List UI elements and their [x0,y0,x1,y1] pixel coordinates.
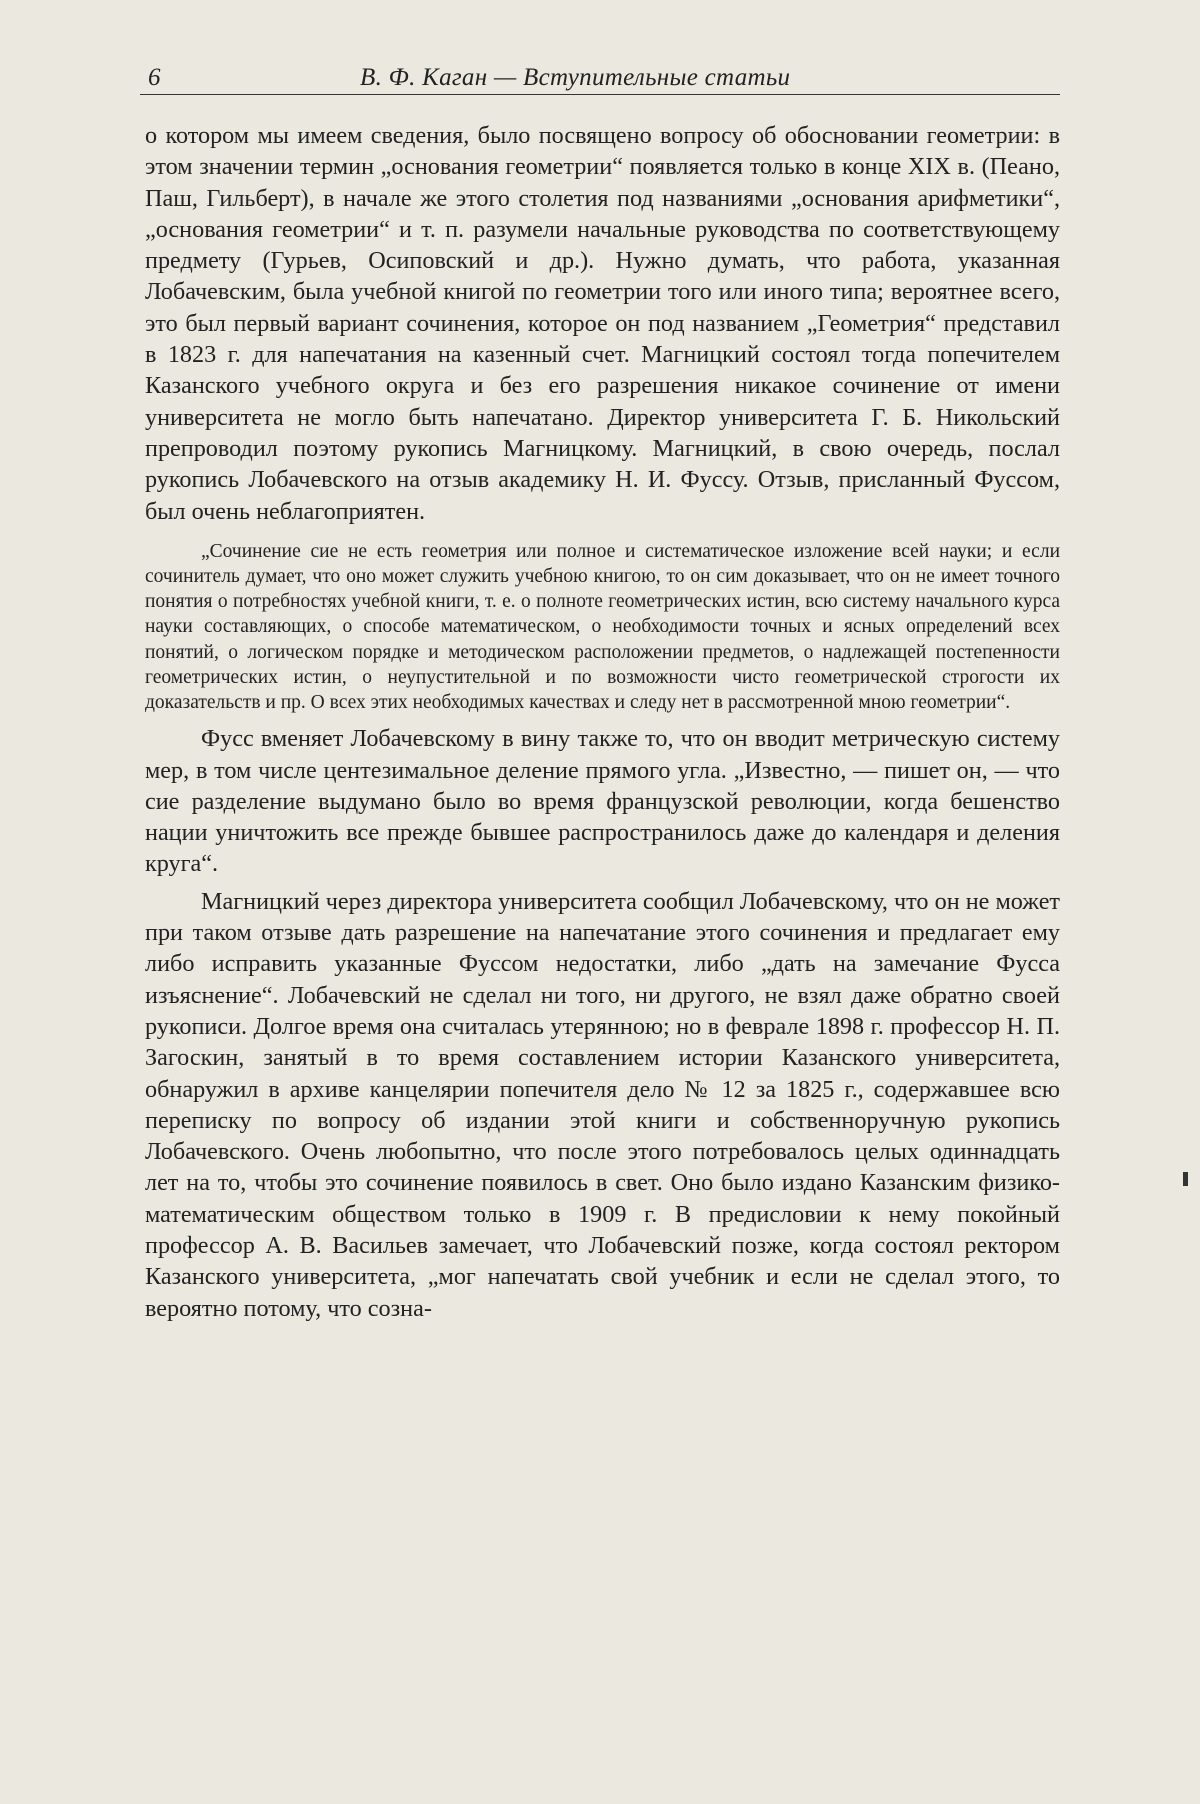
page-header [140,62,1060,95]
block-quote: „Сочинение сие не есть геометрия или полное и систематическое изложение всей науки; и если сочинитель думает, что оно может служить учебною книгою, то он сим доказывает, что он не имеет точного понятия о потребностях учебной книги, т. е. о полноте геометрических истин, всю систему начального курса науки составляющих, о способе математическом, о необходимости точных и ясных определений всех понятий, о логическом порядке и методическом расположении предметов, о надлежащей постепенности геометрических истин, о неупустительной и по возможности чисто геометрической строгости их доказательств и пр. О всех этих необходимых качествах и следу нет в рассмотренной мною геометрии“. [145,540,1060,714]
running-title: В. Ф. Каган — Вступительные статьи [360,64,791,91]
paragraph-2: Фусс вменяет Лобачевскому в вину также то, что он вводит метрическую систему мер, в том числе центезимальное деление прямого угла. „Известно, — пишет он, — что сие разделение выдумано было во время французской революции, когда бешенство нации уничтожить все прежде бывшее распространилось даже до календаря и деления круга“. [145,725,1060,878]
margin-mark [1183,1172,1188,1186]
paragraph-3: Магницкий через директора университета сообщил Лобачевскому, что он не может при таком отзыве дать разрешение на напечатание этого сочинения и предлагает ему либо исправить указанные Фуссом недостатки, либо „дать на замечание Фусса изъяснение“. Лобачевский не сделал ни того, ни другого, не взял даже обратно своей рукописи. Долгое время она считалась утерянною; но в феврале 1898 г. профессор Н. П. Загоскин, занятый в то время составлением истории Казанского университета, обнаружил в архиве канцелярии попечителя дело № 12 за 1825 г., содержавшее всю переписку по вопросу об издании этой книги и собственноручную рукопись Лобачевского. Очень любопытно, что после этого потребовалось целых одиннадцать лет на то, чтобы это сочинение появилось в свет. Оно было издано Казанским физико-математическим обществом только в 1909 г. В предисловии к нему покойный профессор А. В. Васильев замечает, что Лобачевский позже, когда состоял ректором Казанского университета, „мог напечатать свой учебник и если не сделал этого, то вероятно потому, что созна- [145,887,1060,1322]
body-text [145,120,1060,1324]
page-number: 6 [148,64,161,91]
paragraph-1: о котором мы имеем сведения, было посвящено вопросу об обосновании геометрии: в этом значении термин „основания геометрии“ появляется только в конце XIX в. (Пеано, Паш, Гильберт), в начале же этого столетия под названиями „основания арифметики“, „основания геометрии“ и т. п. разумели начальные руководства по соответствующему предмету (Гурьев, Осиповский и др.). Нужно думать, что работа, указанная Лобачевским, была учебной книгой по геометрии того или иного типа; вероятнее всего, это был первый вариант сочинения, которое он под названием „Геометрия“ представил в 1823 г. для напечатания на казенный счет. Магницкий состоял тогда попечителем Казанского учебного округа и без его разрешения никакое сочинение от имени университета не могло быть напечатано. Директор университета Г. Б. Никольский препроводил поэтому рукопись Магницкому. Магницкий, в свою очередь, послал рукопись Лобачевского на отзыв академику Н. И. Фуссу. Отзыв, присланный Фуссом, был очень неблагоприятен. [145,122,1060,525]
